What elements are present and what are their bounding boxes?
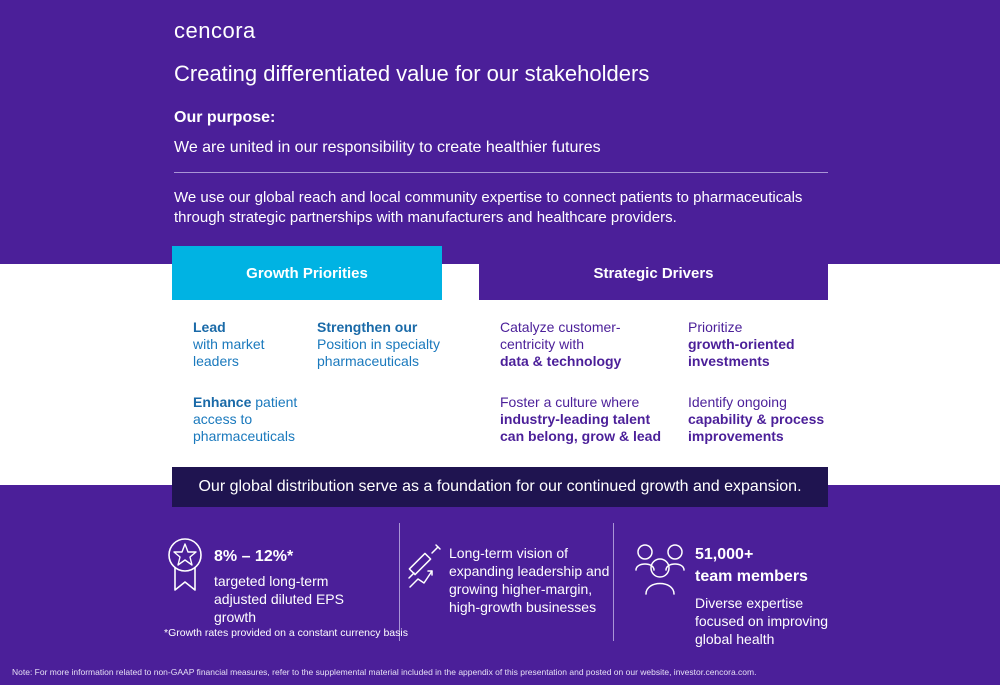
team-members-text: Diverse expertise focused on improving global health	[695, 595, 829, 647]
growth-item-bold: Lead	[193, 319, 226, 335]
team-count: 51,000+	[695, 546, 754, 563]
purpose-text: We are united in our responsibility to create healthier futures	[174, 139, 601, 156]
growth-item-text: patient access to pharmaceuticals	[193, 394, 298, 444]
team-members-headline	[695, 544, 808, 588]
driver-item-text: Prioritize	[688, 319, 743, 335]
growth-item-bold: Strengthen our	[317, 319, 418, 335]
award-star-icon	[166, 536, 204, 594]
driver-item-foster	[500, 394, 665, 445]
cencora-logo: cencora	[174, 18, 256, 43]
purpose-label: Our purpose:	[174, 109, 276, 126]
driver-item-prioritize	[688, 319, 818, 370]
driver-item-identify	[688, 394, 828, 445]
growth-item-text: with market leaders	[193, 336, 265, 369]
page-title: Creating differentiated value for our stakeholders	[174, 61, 650, 86]
syringe-growth-icon	[406, 541, 442, 591]
eps-growth-headline: 8% – 12%*	[214, 548, 294, 565]
team-label: team members	[695, 568, 808, 585]
stat-divider-1	[399, 523, 400, 641]
long-term-vision-text: Long-term vision of expanding leadership and growing higher-margin, high-growth businesses	[449, 545, 610, 615]
footnote: Note: For more information related to non-GAAP financial measures, refer to the supplemental material included in the appendix of this presentation and posted on our website, investor.cencora.com.	[12, 667, 757, 677]
driver-item-bold: data & technology	[500, 353, 622, 369]
team-people-icon	[633, 538, 687, 598]
section-divider	[174, 172, 828, 173]
intro-paragraph: We use our global reach and local community expertise to connect patients to pharmaceuticals through strategic partnerships with manufacturers and healthcare providers.	[174, 189, 803, 226]
driver-item-text: Identify ongoing	[688, 394, 787, 410]
strategic-drivers-header: Strategic Drivers	[479, 246, 828, 300]
growth-item-text: Position in specialty pharmaceuticals	[317, 336, 440, 369]
foundation-banner: Our global distribution serve as a foundation for our continued growth and expansion.	[172, 467, 828, 507]
growth-item-lead	[193, 319, 293, 370]
eps-growth-text: targeted long-term adjusted diluted EPS growth	[214, 573, 344, 625]
driver-item-bold: industry-leading talent can belong, grow & lead	[500, 411, 662, 444]
growth-item-enhance	[193, 394, 301, 445]
driver-item-bold: capability & process improvements	[688, 411, 825, 444]
growth-priorities-header: Growth Priorities	[172, 246, 442, 300]
growth-item-bold: Enhance	[193, 394, 252, 410]
growth-item-strengthen	[317, 319, 442, 370]
driver-item-text: Foster a culture where	[500, 394, 640, 410]
driver-item-catalyze	[500, 319, 650, 370]
driver-item-text: Catalyze customer-centricity with	[500, 319, 621, 352]
eps-growth-note: *Growth rates provided on a constant currency basis	[164, 627, 408, 639]
driver-item-bold: growth-oriented investments	[688, 336, 795, 369]
